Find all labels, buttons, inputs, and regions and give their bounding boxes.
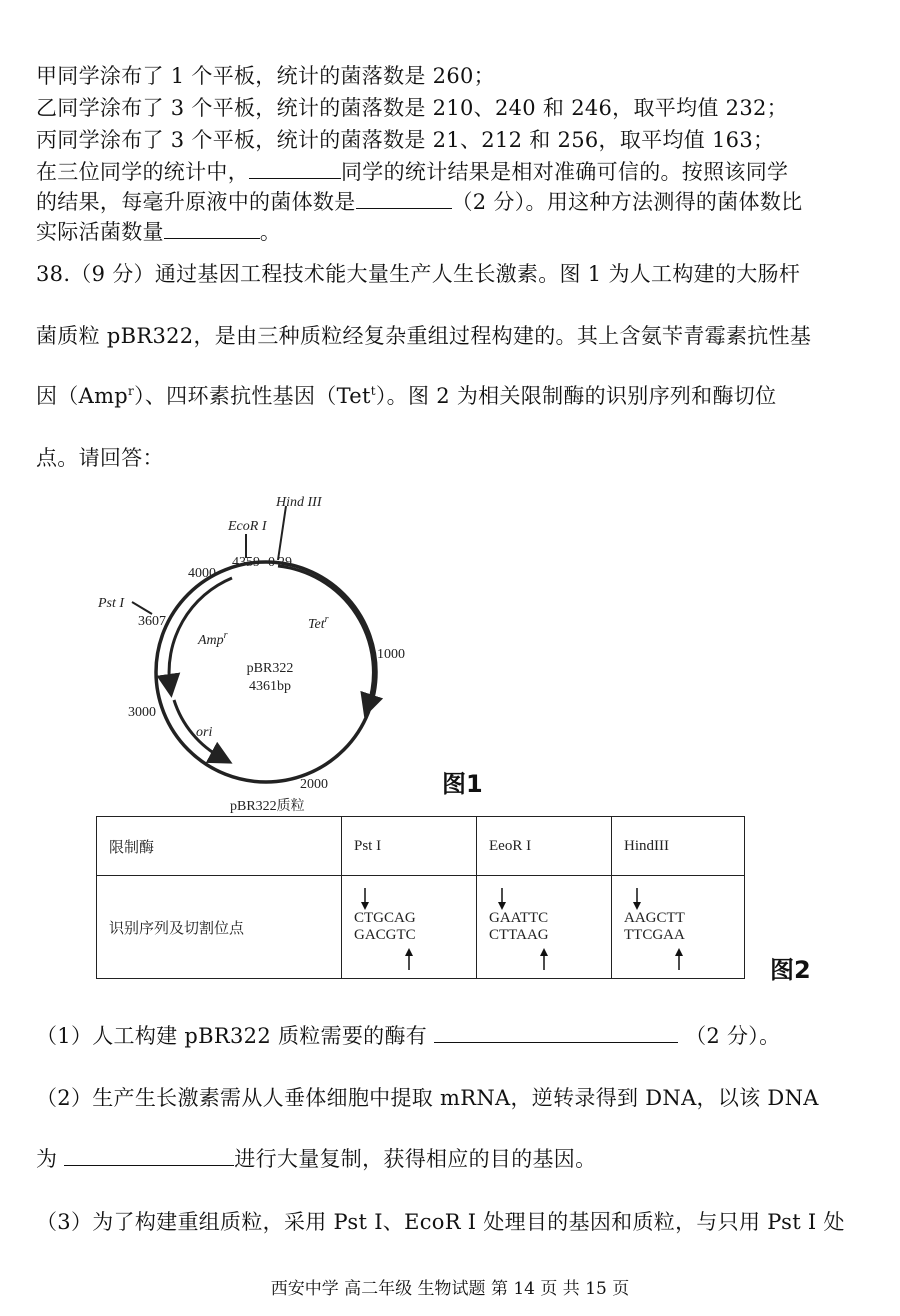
table-row-label: 识别序列及切割位点: [97, 876, 342, 979]
cut-arrow-down-icon: [497, 888, 507, 910]
sequence-block: [489, 898, 549, 956]
answer-blank-enzymes[interactable]: [434, 1024, 678, 1043]
question-2-line-2: [36, 1143, 596, 1173]
q38-line-1: 38.（9 分）通过基因工程技术能大量生产人生长激素。图 1 为人工构建的大肠杆: [36, 262, 801, 286]
pos-label: 29: [278, 555, 292, 570]
pos-label: 4000: [188, 566, 216, 581]
sequence-bottom: CTTAAG: [489, 927, 549, 943]
superscript: t: [370, 384, 376, 398]
text-segment: 在三位同学的统计中，: [36, 160, 249, 184]
q38-line-2: 菌质粒 pBR322，是由三种质粒经复杂重组过程构建的。其上含氨苄青霉素抗性基: [36, 324, 812, 348]
text-line-5: [36, 186, 802, 216]
text-segment: ）。图 2 为相关限制酶的识别序列和酶切位: [375, 384, 777, 408]
figure-2-label: 图2: [770, 956, 811, 984]
hind-label: Hind III: [276, 495, 322, 510]
text-segment: 为: [36, 1147, 58, 1171]
pst-label: Pst I: [98, 596, 125, 611]
sequence-cell: [612, 876, 745, 979]
sequence-top: AAGCTT: [624, 910, 685, 926]
hind-site-line: [278, 506, 286, 560]
question-3-line-1: （3）为了构建重组质粒，采用 Pst I、EcoR I 处理目的基因和质粒，与只用 Pst I 处: [36, 1210, 845, 1234]
answer-blank-student[interactable]: [249, 160, 341, 179]
text-segment: 同学的统计结果是相对准确可信的。按照该同学: [341, 160, 789, 184]
sequence-block: [354, 898, 416, 956]
text-line-2: 乙同学涂布了 3 个平板，统计的菌落数是 210、240 和 246，取平均值 232；: [36, 96, 788, 120]
cut-arrow-down-icon: [360, 888, 370, 910]
sequence-cell: [477, 876, 612, 979]
amp-gene-arrow: [169, 578, 232, 686]
answer-blank-count[interactable]: [356, 190, 452, 209]
plasmid-name: pBR322: [246, 661, 294, 676]
pos-label: 3607: [138, 614, 166, 629]
table-header-cell: EeoR I: [477, 817, 612, 876]
cut-arrow-up-icon: [674, 948, 684, 970]
text-line-4: [36, 156, 788, 186]
table-header-cell: HindIII: [612, 817, 745, 876]
text-segment: （2 分）。: [685, 1024, 781, 1048]
text-line-1: 甲同学涂布了 1 个平板，统计的菌落数是 260；: [36, 64, 495, 88]
tet-gene-label: Tet$^r$: [308, 614, 329, 632]
plasmid-map: [90, 486, 430, 816]
answer-blank-template[interactable]: [64, 1147, 234, 1166]
superscript: r: [128, 384, 135, 398]
ori-label: ori: [196, 725, 213, 740]
figure-1-label: 图1: [442, 770, 483, 798]
pst-site-line: [132, 602, 152, 614]
pos-label: 1000: [377, 647, 405, 662]
sequence-top: GAATTC: [489, 910, 549, 926]
text-segment: 因（Amp: [36, 384, 129, 408]
pos-label: 3000: [128, 705, 156, 720]
q38-line-3: [36, 380, 776, 410]
q38-line-4: 点。请回答：: [36, 446, 164, 470]
restriction-enzyme-table: [96, 816, 745, 979]
ecor-label: EcoR I: [228, 519, 267, 534]
answer-blank-compare[interactable]: [164, 220, 260, 239]
table-header-row: [97, 817, 745, 876]
question-1: [36, 1020, 780, 1050]
text-segment: 的结果，每毫升原液中的菌体数是: [36, 190, 356, 214]
question-2-line-1: （2）生产生长激素需从人垂体细胞中提取 mRNA，逆转录得到 DNA，以该 DNA: [36, 1086, 819, 1110]
text-segment: 实际活菌数量: [36, 220, 164, 244]
table-row: [97, 876, 745, 979]
text-segment: 进行大量复制，获得相应的目的基因。: [234, 1147, 597, 1171]
plasmid-caption: pBR322质粒: [230, 799, 305, 814]
page-footer: 西安中学 高二年级 生物试题 第 14 页 共 15 页: [270, 1279, 630, 1299]
sequence-cell: [342, 876, 477, 979]
plasmid-size: 4361bp: [249, 679, 291, 694]
table-header-cell: Pst I: [342, 817, 477, 876]
cut-arrow-down-icon: [632, 888, 642, 910]
pos-label: 4359: [232, 555, 260, 570]
cut-arrow-up-icon: [539, 948, 549, 970]
sequence-bottom: TTCGAA: [624, 927, 685, 943]
text-segment: （2 分）。用这种方法测得的菌体数比: [451, 190, 803, 214]
text-segment: 。: [259, 220, 282, 244]
text-line-3: 丙同学涂布了 3 个平板，统计的菌落数是 21、212 和 256，取平均值 163；: [36, 128, 775, 152]
sequence-bottom: GACGTC: [354, 927, 416, 943]
cut-arrow-up-icon: [404, 948, 414, 970]
sequence-top: CTGCAG: [354, 910, 416, 926]
pos-label: 0: [268, 555, 275, 570]
pos-label: 2000: [300, 777, 328, 792]
sequence-block: [624, 898, 685, 956]
text-segment: （1）人工构建 pBR322 质粒需要的酶有: [36, 1024, 428, 1048]
table-header-cell: 限制酶: [97, 817, 342, 876]
tet-gene-arrow: [278, 566, 373, 706]
text-segment: ）、四环素抗性基因（Tet: [134, 384, 371, 408]
text-line-6: [36, 216, 281, 246]
amp-gene-label: Amp$^r$: [198, 630, 228, 648]
